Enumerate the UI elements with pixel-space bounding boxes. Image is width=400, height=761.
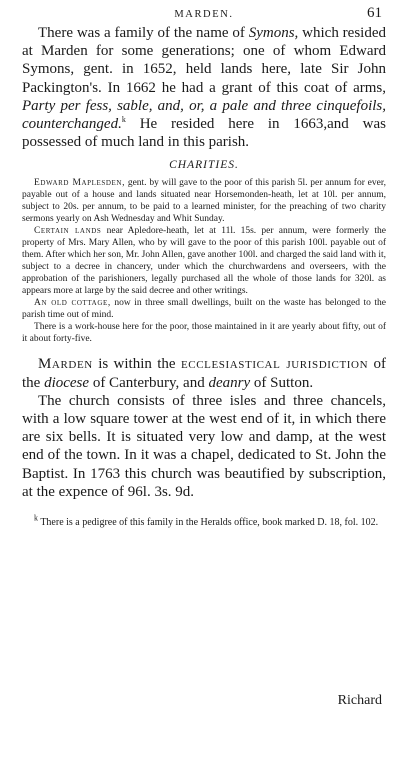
page-number: 61 (367, 5, 382, 21)
para-text: There was a family of the name of (38, 25, 249, 41)
charity-text: gent. by will gave to the poor of this parish 5l. per annum for ever, payable out of a house and lands situated near Horsemonden-heath, let at 10l. per annum, subject to 20s. per annum, to be paid to a learned minister, for the preaching of two charity sermons yearly on Ash Wednesday and Whit Sunday. (22, 178, 386, 225)
para-text: of the (22, 356, 387, 391)
charity-text: now in three small dwellings, built on the waste has belonged to the parish time out of mind. (22, 298, 386, 321)
running-head: MARDEN. (174, 9, 234, 20)
footnote-text: There is a pedigree of this family in the Heralds office, book marked D. 18, fol. 102. (38, 517, 379, 529)
footnote-reference: k (121, 115, 126, 125)
charity-maplesden (22, 177, 386, 225)
charity-workhouse: There is a work-house here for the poor, those maintained in it are yearly about fifty, out of it about forty-five. (22, 322, 386, 345)
symons-paragraph (22, 24, 386, 151)
charity-text: near Apledore-heath, let at 11l. 15s. per annum, were formerly the property of Mrs. Mary Allen, who by will gave to the poor of this parish 100l. payable out of them. After which her son, Mr. John Allen, gave another 100l. and charged the said land with it, subject to a decree in chancery, under which the churchwardens and overseers, with the approbation of the parishioners, legally purchased all the whole of those lands for 320l. as appears more at large by the said decree and other writings. (22, 226, 386, 297)
footnote (22, 513, 386, 530)
footnote-marker: k (34, 513, 38, 523)
charity-lead: Edward Maplesden, (34, 178, 126, 189)
italic-name: Symons, (248, 25, 299, 41)
para-text: of Canterbury, and (89, 374, 209, 391)
para-text: which resided at Marden for some generations; one of whom Edward Symons, gent. in 1652, held lands here, late Sir John Packington's. In 1662 he had a grant of this coat of arms, (22, 25, 386, 96)
charities-heading: CHARITIES. (169, 159, 239, 172)
italic-term: deanry (208, 374, 251, 391)
jurisdiction-paragraph (22, 355, 386, 391)
charity-lead: An old cottage, (34, 298, 111, 309)
charity-old-cottage (22, 297, 386, 321)
church-paragraph: The church consists of three isles and three chancels, with a low square tower at the west end of it, in which there are six bells. It is situated very low and damp, at the west end of the town. In it was a chapel, dedicated to St. John the Baptist. In 1763 this church was beautified by subscription, at the expence of 96l. 3s. 9d. (22, 392, 386, 500)
charity-lead: Certain lands (34, 226, 102, 237)
italic-term: diocese (44, 374, 90, 391)
small-caps-term: ecclesiastical jurisdiction (180, 356, 369, 373)
para-text: He resided here in 1663,and was possessed of much land in this parish. (22, 116, 386, 151)
para-lead: Marden (38, 356, 93, 373)
para-text: is within the (92, 356, 181, 373)
coat-of-arms-blazon: Party per fess, sable, and, or, a pale and three cinquefoils, counterchanged. (22, 97, 386, 133)
para-text: of Sutton. (250, 374, 314, 391)
page-header (22, 0, 386, 24)
charity-certain-lands (22, 225, 386, 297)
spacer (22, 345, 386, 355)
catchword: Richard (337, 693, 382, 708)
